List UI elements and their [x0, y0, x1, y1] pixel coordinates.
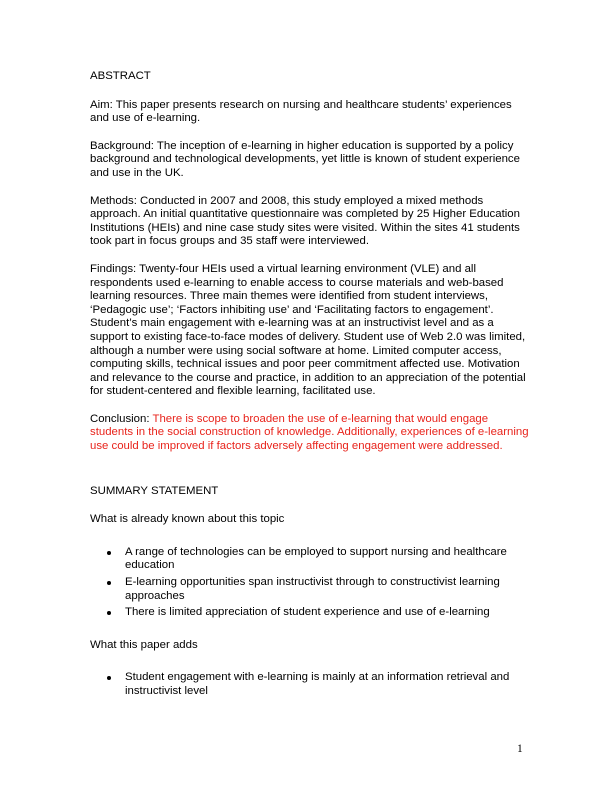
- abstract-methods: Methods: Conducted in 2007 and 2008, this study employed a mixed methods approach. An initial quantitative questionnaire was completed by 25 Higher Education Institutions (HEIs) and nine case study sites were visited. Within the sites 41 students took part in focus groups and 35 staff were interviewed.: [90, 194, 520, 248]
- document-page: [90, 70, 530, 718]
- conclusion-label: Conclusion:: [90, 412, 153, 425]
- bullet-icon: [107, 551, 111, 555]
- abstract-aim: Aim: This paper presents research on nursing and healthcare students’ experiences and use of e-learning.: [90, 98, 512, 125]
- list-item-text: There is limited appreciation of student experience and use of e-learning: [125, 606, 490, 619]
- known-heading: What is already known about this topic: [90, 513, 285, 526]
- list-item: [90, 606, 530, 620]
- known-list: [90, 546, 530, 620]
- list-item-text: A range of technologies can be employed to support nursing and healthcare education: [125, 545, 507, 572]
- bullet-icon: [107, 676, 111, 680]
- list-item: [90, 671, 530, 698]
- adds-list: [90, 671, 530, 698]
- abstract-conclusion: [90, 413, 530, 454]
- summary-heading: SUMMARY STATEMENT: [90, 484, 219, 497]
- list-item-text: Student engagement with e-learning is mainly at an information retrieval and instructivist level: [125, 671, 510, 697]
- abstract-background: Background: The inception of e-learning in higher education is supported by a policy background and technological developments, yet little is known of student experience and use in the UK.: [90, 139, 520, 179]
- bullet-icon: [107, 581, 111, 585]
- list-item: [90, 546, 530, 573]
- list-item: [90, 576, 530, 603]
- abstract-heading: ABSTRACT: [90, 70, 151, 82]
- page-number: 1: [517, 743, 523, 755]
- conclusion-text: There is scope to broaden the use of e-learning that would engage students in the social construction of knowledge. Additionally, experiences of e-learning use could be improved if factors adversely affecting engagement were addressed.: [90, 412, 529, 453]
- adds-heading: What this paper adds: [90, 638, 198, 651]
- bullet-icon: [107, 611, 111, 615]
- list-item-text: E-learning opportunities span instructivist through to constructivist learning approaches: [125, 576, 500, 602]
- abstract-findings: Findings: Twenty-four HEIs used a virtual learning environment (VLE) and all respondents used e-learning to enable access to course materials and web-based learning resources. Three main themes were identified from student interviews, ‘Pedagogic use’; ‘Factors inhibiting use’ and ‘Facilitating factors to engagement’. Student’s main engagement with e-learning was at an instructivist level and as a support to existing face-to-face modes of delivery. Student use of Web 2.0 was limited, although a number were using social software at home. Limited computer access, computing skills, technical issues and poor peer commitment affected use. Motivation and relevance to the course and practice, in addition to an appreciation of the potential for student-centered and flexible learning, facilitated use.: [90, 262, 526, 398]
